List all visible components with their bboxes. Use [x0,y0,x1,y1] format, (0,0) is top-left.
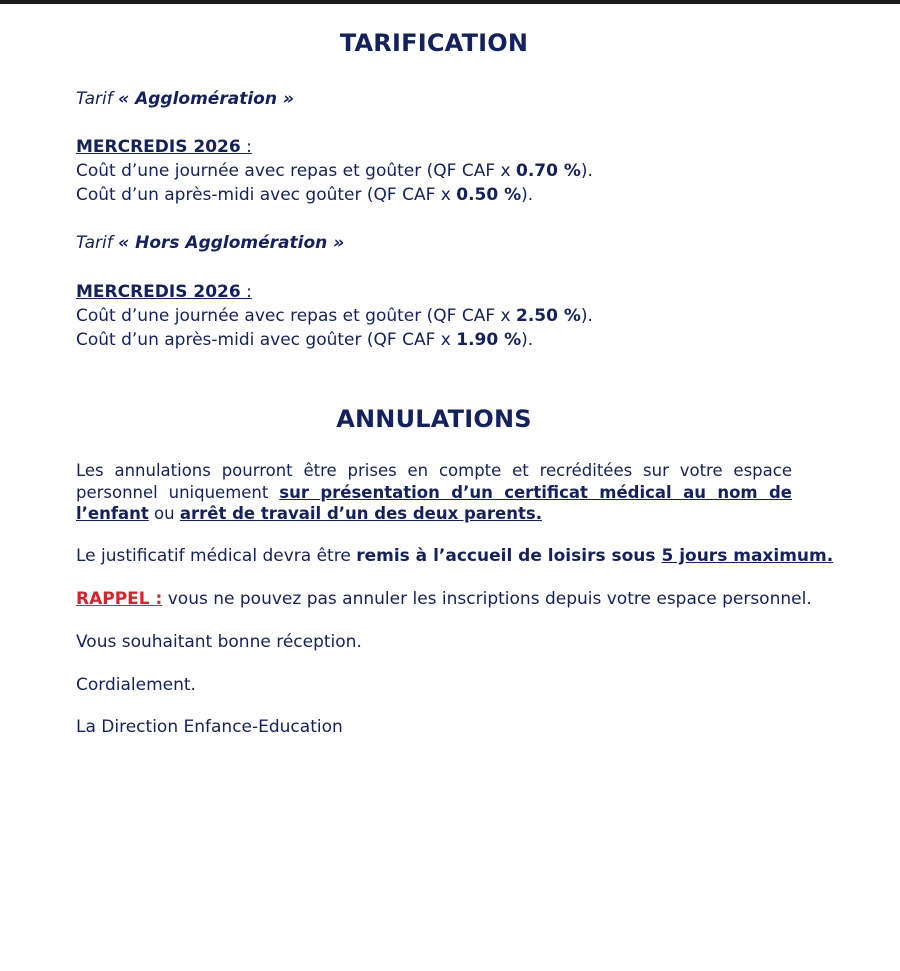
hors-agglo-heading-suffix: : [240,282,252,302]
hors-agglo-row-apresmidi-end: ). [521,330,534,350]
agglo-heading-text: MERCREDIS 2026 [76,137,241,157]
closing-cordialement: Cordialement. [76,675,196,695]
tarif-hors-agglo-name: « Hors Agglomération » [118,233,345,253]
rappel-paragraph [76,588,812,610]
annulations-paragraph [76,460,792,525]
tarif-hors-agglo-label [76,232,344,254]
signature: La Direction Enfance-Education [76,717,343,737]
hors-agglo-row-journee-value: 2.50 % [516,306,581,326]
agglo-row-journee-text: Coût d’une journée avec repas et goûter (QF CAF x [76,161,516,181]
hors-agglo-row-journee-text: Coût d’une journée avec repas et goûter (QF CAF x [76,306,516,326]
closing-reception: Vous souhaitant bonne réception. [76,632,362,652]
hors-agglo-row-apresmidi-value: 1.90 % [456,330,522,350]
hors-agglo-heading [76,280,252,304]
tarif-hors-agglo-prefix: Tarif [76,233,119,253]
rappel-label: RAPPEL [76,589,150,609]
agglo-row-journee [76,159,593,183]
agglo-row-apresmidi-end: ). [521,185,534,205]
hors-agglo-row-journee-end: ). [580,306,593,326]
hors-agglo-heading-text: MERCREDIS 2026 [76,282,241,302]
agglo-row-journee-end: ). [580,161,593,181]
annulations-title: ANNULATIONS [336,405,532,433]
tarif-agglo-name: « Agglomération » [118,89,294,109]
annulations-p1-arret: arrêt de travail d’un des deux parents. [179,504,542,523]
annulations-p1-mid: ou [148,504,180,523]
agglo-row-apresmidi [76,183,533,207]
rappel-text: vous ne pouvez pas annuler les inscriptions depuis votre espace personnel. [162,589,812,609]
hors-agglo-row-apresmidi [76,328,533,352]
tarif-agglo-label [76,88,294,110]
agglo-row-apresmidi-value: 0.50 % [456,185,522,205]
hors-agglo-row-apresmidi-text: Coût d’un après-midi avec goûter (QF CAF x [76,330,457,350]
top-edge-bar [0,0,900,4]
annulations-p1-certificat: sur présentation d’un certificat médical au nom de l’enfant [76,482,792,523]
justificatif-start: Le justificatif médical devra être [76,546,357,566]
annulations-p1-start: Les annulations pourront être prises en compte et recréditées sur votre espace personnel uniquement [76,461,792,502]
agglo-heading [76,135,252,159]
agglo-row-apresmidi-text: Coût d’un après-midi avec goûter (QF CAF x [76,185,457,205]
rappel-colon: : [149,589,163,609]
tarif-agglo-prefix: Tarif [76,89,119,109]
hors-agglo-row-journee [76,304,593,328]
justificatif-paragraph [76,545,833,567]
justificatif-deadline: 5 jours maximum. [661,546,834,566]
agglo-row-journee-value: 0.70 % [516,161,581,181]
agglo-heading-suffix: : [240,137,252,157]
justificatif-emph: remis à l’accueil de loisirs sous [356,546,662,566]
tarification-title: TARIFICATION [339,29,529,57]
